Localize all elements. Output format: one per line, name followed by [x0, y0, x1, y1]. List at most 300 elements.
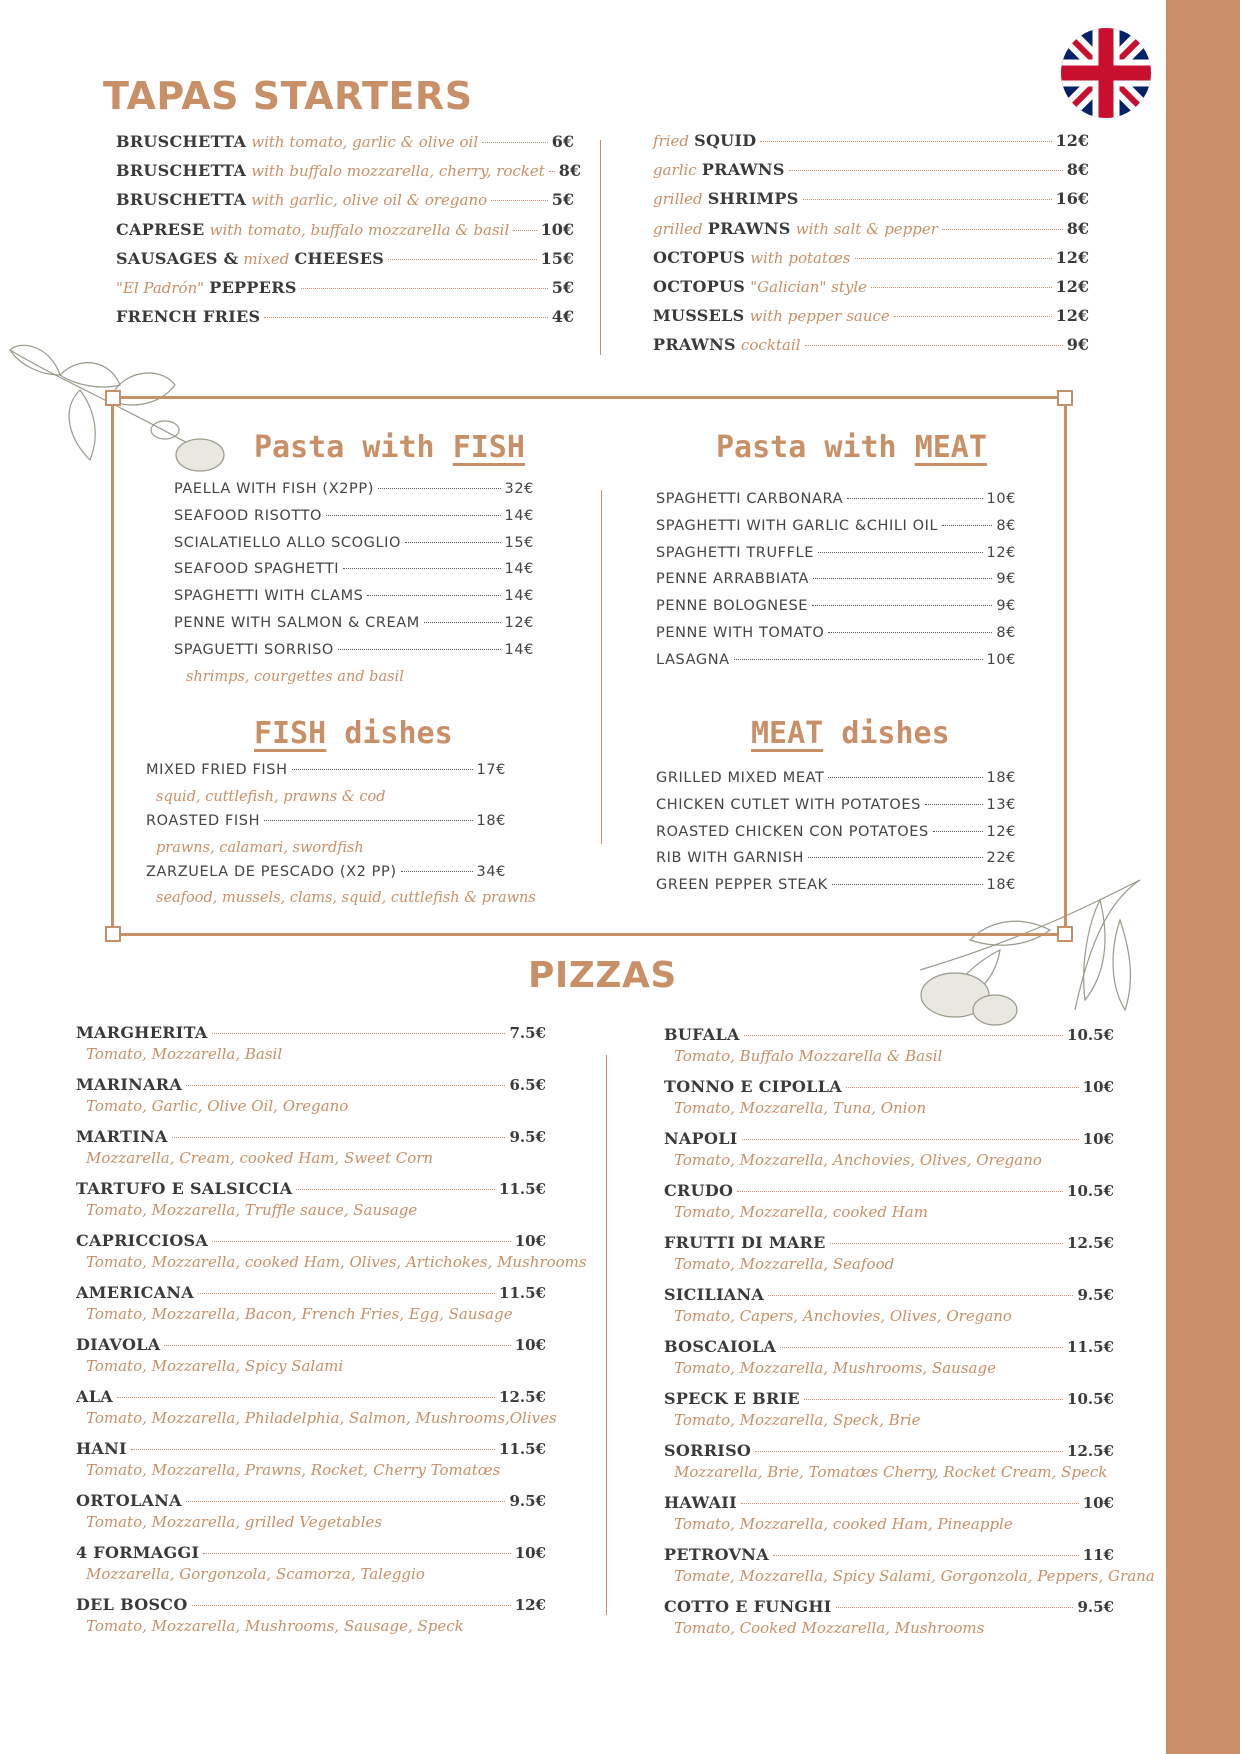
pizza-item[interactable]	[76, 1231, 587, 1283]
pasta-meat-title-a: Pasta with	[716, 430, 897, 465]
menu-item-name: CHICKEN CUTLET WITH POTATOES	[656, 796, 921, 813]
pasta-fish-title-a: Pasta with	[254, 430, 435, 465]
pizza-ingredients: Tomato, Mozzarella, Basil	[86, 1045, 283, 1063]
menu-item[interactable]	[656, 770, 1016, 797]
dot-leader	[942, 525, 992, 526]
tapas-item-price: 12€	[1055, 247, 1089, 267]
menu-item-name: MIXED FRIED FISH	[146, 762, 288, 778]
tapas-item-prefix: grilled	[653, 190, 703, 209]
dot-leader	[192, 1605, 511, 1606]
menu-item-name: RIB WITH GARNISH	[656, 850, 804, 867]
tapas-item-desc: with tomato, garlic & olive oil	[251, 133, 479, 151]
tapas-item[interactable]	[653, 277, 1089, 306]
pizza-item[interactable]	[76, 1179, 546, 1231]
pizza-ingredients: Tomato, Mozzarella, Spicy Salami	[86, 1357, 344, 1375]
tapas-left-list	[116, 132, 582, 336]
tapas-item-title: PRAWNS	[707, 218, 791, 238]
dot-leader	[301, 288, 548, 289]
pizza-item[interactable]	[664, 1129, 1114, 1181]
pizza-row	[76, 1075, 546, 1097]
meat-dishes-title-b: dishes	[841, 716, 950, 751]
menu-item-name: GRILLED MIXED MEAT	[656, 770, 825, 786]
menu-item[interactable]	[146, 813, 506, 840]
pizza-price: 11.5€	[1067, 1338, 1114, 1356]
menu-item-price: 18€	[986, 770, 1016, 786]
menu-item-note: squid, cuttlefish, prawns & cod	[156, 788, 386, 805]
pizza-row	[76, 1439, 546, 1461]
menu-item[interactable]	[656, 545, 1016, 572]
pizza-ingredients: Tomato, Mozzarella, Prawns, Rocket, Cherry Tomatœs	[86, 1461, 501, 1479]
menu-item[interactable]	[656, 824, 1016, 851]
tapas-item-desc: with garlic, olive oil & oregano	[251, 191, 488, 210]
pizza-item[interactable]	[76, 1023, 546, 1075]
pizza-name: HANI	[76, 1439, 127, 1458]
pizza-name: TARTUFO E SALSICCIA	[76, 1179, 293, 1198]
tapas-item-price: 15€	[540, 248, 574, 268]
pizza-item[interactable]	[76, 1075, 546, 1127]
tapas-item-prefix: garlic	[653, 161, 697, 180]
dot-leader	[212, 1241, 511, 1242]
tapas-item-title: BRUSCHETTA	[116, 190, 247, 210]
menu-item-price: 22€	[986, 850, 1016, 867]
dot-leader	[117, 1397, 495, 1398]
menu-item-price: 10€	[986, 651, 1016, 668]
pizza-price: 10€	[1082, 1130, 1114, 1148]
tapas-item-prefix: grilled	[653, 219, 703, 238]
dot-leader	[264, 317, 547, 318]
menu-item-price: 9€	[996, 598, 1016, 615]
pizza-ingredients: Tomate, Mozzarella, Spicy Salami, Gorgonzola, Peppers, Grana	[674, 1567, 1155, 1585]
tapas-item-title: PRAWNS	[653, 335, 736, 355]
tapas-item[interactable]	[653, 306, 1089, 335]
dot-leader	[760, 141, 1051, 142]
dot-leader	[818, 552, 983, 553]
pizza-item[interactable]	[664, 1597, 1114, 1649]
menu-item[interactable]	[174, 535, 534, 562]
menu-item[interactable]	[656, 797, 1016, 824]
menu-item[interactable]	[146, 864, 506, 891]
pizza-item[interactable]	[76, 1491, 546, 1543]
dot-leader	[846, 1087, 1079, 1088]
menu-item-price: 12€	[986, 544, 1016, 561]
pizza-price: 12.5€	[499, 1388, 546, 1406]
dot-leader	[198, 1293, 495, 1294]
pizza-price: 11€	[1082, 1546, 1114, 1564]
pizza-item[interactable]	[664, 1545, 1155, 1597]
pizza-price: 12€	[514, 1596, 546, 1614]
pizza-name: SORRISO	[664, 1441, 752, 1460]
pizza-price: 10.5€	[1067, 1390, 1114, 1408]
pizza-ingredients: Mozzarella, Brie, Tomatœs Cherry, Rocket Cream, Speck	[674, 1463, 1108, 1481]
tapas-item-title: SHRIMPS	[707, 189, 799, 209]
tapas-item-title: OCTOPUS	[653, 247, 746, 267]
pizza-row	[664, 1389, 1114, 1411]
pizza-price: 9.5€	[1077, 1286, 1114, 1304]
menu-item-price: 13€	[986, 796, 1016, 813]
dot-leader	[942, 229, 1063, 230]
tapas-item-title: MUSSELS	[653, 306, 745, 326]
meat-dishes-title-a: MEAT	[751, 716, 824, 751]
pizza-item[interactable]	[76, 1335, 546, 1387]
menu-item[interactable]	[656, 518, 1016, 545]
pizza-item[interactable]	[76, 1127, 546, 1179]
pasta-fish-list	[174, 481, 534, 693]
tapas-item-price: 10€	[540, 219, 574, 239]
dot-leader	[296, 1189, 495, 1190]
pizza-item[interactable]	[664, 1441, 1114, 1493]
pizza-ingredients: Tomato, Mozzarella, cooked Ham, Pineapple	[674, 1515, 1013, 1533]
tapas-item[interactable]	[116, 278, 574, 307]
meat-dishes-title	[751, 716, 950, 751]
tapas-item-price: 8€	[1066, 160, 1089, 180]
dot-leader	[292, 769, 473, 770]
pasta-fish-title	[254, 430, 525, 465]
pizza-item[interactable]	[664, 1285, 1114, 1337]
dot-leader	[855, 258, 1052, 259]
tapas-item-title: BRUSCHETTA	[116, 161, 247, 181]
dot-leader	[836, 1607, 1074, 1608]
dot-leader	[804, 1399, 1063, 1400]
menu-item[interactable]	[656, 652, 1016, 679]
dot-leader	[513, 230, 536, 231]
pizza-price: 11.5€	[499, 1440, 546, 1458]
menu-item-name: SCIALATIELLO ALLO SCOGLIO	[174, 534, 402, 551]
dot-leader	[933, 831, 983, 832]
uk-flag-icon[interactable]	[1061, 28, 1151, 118]
tapas-item-prefix: fried	[653, 132, 689, 150]
dot-leader	[741, 1503, 1079, 1504]
menu-item[interactable]	[656, 598, 1016, 625]
menu-item-name: PENNE BOLOGNESE	[656, 598, 809, 615]
tapas-item-prefix: "El Padrón"	[116, 278, 205, 297]
menu-item[interactable]	[656, 850, 1016, 877]
pizza-price: 10.5€	[1067, 1026, 1114, 1044]
tapas-item[interactable]	[116, 307, 574, 336]
pizza-name: DEL BOSCO	[76, 1595, 188, 1614]
pasta-meat-list	[656, 491, 1016, 679]
tapas-item-desc: "Galician" style	[750, 277, 868, 296]
dot-leader	[401, 871, 473, 872]
tapas-item-title: SAUSAGES &	[116, 248, 239, 268]
tapas-item-price: 12€	[1055, 276, 1089, 296]
pizzas-divider	[606, 1055, 607, 1615]
dot-leader	[737, 1191, 1063, 1192]
pizza-row	[664, 1493, 1114, 1515]
dot-leader	[264, 820, 472, 821]
dot-leader	[367, 595, 500, 596]
dot-leader	[424, 622, 501, 623]
dot-leader	[326, 515, 500, 516]
pizza-item[interactable]	[76, 1283, 546, 1335]
menu-item-name: SPAGHETTI TRUFFLE	[656, 544, 814, 561]
menu-item[interactable]	[174, 642, 534, 669]
pizza-name: BOSCAIOLA	[664, 1337, 777, 1356]
pizza-name: FRUTTI DI MARE	[664, 1233, 826, 1252]
dot-leader	[805, 345, 1063, 346]
pizza-ingredients: Tomato, Mozzarella, cooked Ham, Olives, Artichokes, Mushrooms	[86, 1253, 587, 1271]
pizza-ingredients: Tomato, Mozzarella, Mushrooms, Sausage	[674, 1359, 996, 1377]
dot-leader	[828, 632, 992, 633]
menu-item-name: ZARZUELA DE PESCADO (X2 PP)	[146, 863, 397, 880]
dot-leader	[131, 1449, 495, 1450]
pizza-price: 10.5€	[1067, 1182, 1114, 1200]
pizzas-right-list	[664, 1025, 1155, 1649]
pizza-price: 10€	[1082, 1078, 1114, 1096]
tapas-item-desc: with tomato, buffalo mozzarella & basil	[209, 220, 510, 239]
tapas-item[interactable]	[116, 161, 582, 190]
tapas-item-desc: cocktail	[741, 336, 801, 355]
dot-leader	[482, 142, 548, 143]
tapas-item-price: 5€	[551, 190, 574, 210]
pizza-price: 11.5€	[499, 1284, 546, 1302]
menu-item[interactable]	[656, 571, 1016, 598]
menu-item-note: prawns, calamari, swordfish	[156, 839, 364, 856]
pizza-name: PETROVNA	[664, 1545, 769, 1564]
pizza-row	[76, 1335, 546, 1357]
tapas-item-price: 16€	[1055, 189, 1089, 209]
menu-item[interactable]	[656, 877, 1016, 904]
tapas-item[interactable]	[116, 249, 574, 278]
meat-dishes-list	[656, 770, 1016, 904]
dot-leader	[773, 1555, 1079, 1556]
pizza-ingredients: Tomato, Mozzarella, Mushrooms, Sausage, Speck	[86, 1617, 464, 1635]
menu-item-price: 18€	[476, 812, 506, 829]
dot-leader	[925, 804, 983, 805]
pizza-row	[76, 1387, 546, 1409]
dot-leader	[378, 488, 501, 489]
pizza-item[interactable]	[664, 1337, 1114, 1389]
dot-leader	[172, 1137, 506, 1138]
dot-leader	[828, 777, 982, 778]
pizza-name: TONNO E CIPOLLA	[664, 1077, 842, 1096]
pizzas-left-list	[76, 1023, 587, 1647]
pizza-row	[664, 1181, 1114, 1203]
menu-item[interactable]	[174, 588, 534, 615]
pizza-name: ALA	[76, 1387, 113, 1406]
menu-item[interactable]	[174, 561, 534, 588]
tapas-item-desc: with pepper sauce	[749, 307, 890, 326]
pasta-fish-title-b: FISH	[452, 430, 525, 465]
tapas-item[interactable]	[116, 190, 574, 219]
pizza-row	[664, 1285, 1114, 1307]
pizza-price: 10€	[514, 1336, 546, 1354]
tapas-item-price: 8€	[1066, 218, 1089, 238]
dot-leader	[186, 1085, 505, 1086]
menu-item-price: 12€	[986, 823, 1016, 840]
tapas-item-price: 12€	[1055, 306, 1089, 326]
pizza-item[interactable]	[76, 1387, 557, 1439]
pizza-name: SICILIANA	[664, 1285, 765, 1304]
pizza-name: MARGHERITA	[76, 1023, 208, 1042]
dot-leader	[186, 1501, 506, 1502]
menu-item-price: 14€	[504, 561, 534, 578]
pizza-row	[664, 1441, 1114, 1463]
menu-item[interactable]	[146, 762, 506, 789]
menu-item-note: seafood, mussels, clams, squid, cuttlefish & prawns	[156, 890, 536, 907]
pizza-row	[664, 1129, 1114, 1151]
menu-item-name: GREEN PEPPER STEAK	[656, 877, 828, 894]
pizza-item[interactable]	[664, 1233, 1114, 1285]
menu-item-name: SEAFOOD SPAGHETTI	[174, 561, 340, 578]
menu-item-name: PENNE WITH TOMATO	[656, 624, 825, 641]
pizza-name: SPECK E BRIE	[664, 1389, 800, 1408]
fish-dishes-title-b: dishes	[344, 716, 453, 751]
tapas-item-title: PRAWNS	[701, 160, 785, 180]
dot-leader	[734, 659, 983, 660]
pizza-item[interactable]	[664, 1389, 1114, 1441]
pizza-ingredients: Tomato, Mozzarella, Speck, Brie	[674, 1411, 921, 1429]
dot-leader	[744, 1035, 1063, 1036]
pizza-price: 11.5€	[499, 1180, 546, 1198]
tapas-item-price: 6€	[551, 132, 574, 151]
pizza-name: DIAVOLA	[76, 1335, 161, 1354]
pizza-item[interactable]	[664, 1181, 1114, 1233]
tapas-item-title: BRUSCHETTA	[116, 132, 247, 151]
pizza-row	[664, 1077, 1114, 1099]
menu-item[interactable]	[656, 625, 1016, 652]
menu-item-name: ROASTED FISH	[146, 812, 261, 829]
pizza-row	[76, 1491, 546, 1513]
tapas-item-title: CAPRESE	[116, 219, 205, 239]
pizza-ingredients: Mozzarella, Gorgonzola, Scamorza, Taleggio	[86, 1565, 425, 1583]
dot-leader	[780, 1347, 1063, 1348]
tapas-item[interactable]	[653, 131, 1089, 160]
menu-item-price: 15€	[504, 534, 534, 551]
tapas-divider	[600, 140, 601, 355]
dot-leader	[755, 1451, 1063, 1452]
menu-item-price: 8€	[996, 517, 1016, 534]
menu-item-price: 8€	[996, 624, 1016, 641]
tapas-item[interactable]	[653, 160, 1089, 189]
tapas-item-price: 9€	[1066, 335, 1089, 355]
menu-item[interactable]	[174, 615, 534, 642]
menu-item[interactable]	[656, 491, 1016, 518]
pizza-price: 7.5€	[509, 1024, 546, 1042]
pizza-price: 12.5€	[1067, 1234, 1114, 1252]
pizza-name: BUFALA	[664, 1025, 740, 1044]
pizza-ingredients: Tomato, Mozzarella, Philadelphia, Salmon, Mushrooms,Olives	[86, 1409, 557, 1427]
menu-item-name: PAELLA WITH FISH (X2PP)	[174, 481, 374, 497]
pizza-ingredients: Tomato, Garlic, Olive Oil, Oregano	[86, 1097, 349, 1115]
dot-leader	[203, 1553, 510, 1554]
pizza-row	[664, 1597, 1114, 1619]
pizza-row	[664, 1025, 1114, 1047]
tapas-item-price: 12€	[1055, 131, 1089, 150]
tapas-item-title: SQUID	[694, 131, 757, 150]
menu-item-price: 14€	[504, 641, 534, 658]
pizza-name: CAPRICCIOSA	[76, 1231, 209, 1250]
pizza-row	[76, 1283, 546, 1305]
pizza-price: 12.5€	[1067, 1442, 1114, 1460]
dot-leader	[789, 170, 1063, 171]
tapas-item-title: OCTOPUS	[653, 276, 746, 296]
pizza-item[interactable]	[664, 1077, 1114, 1129]
menu-item-name: PENNE ARRABBIATA	[656, 571, 809, 588]
fish-dishes-title-a: FISH	[254, 716, 327, 751]
tapas-item[interactable]	[653, 248, 1089, 277]
sidebar-stripe	[1166, 0, 1240, 1754]
tapas-right-list	[653, 131, 1089, 365]
dot-leader	[871, 287, 1052, 288]
pizza-ingredients: Tomato, Mozzarella, Anchovies, Olives, Oregano	[674, 1151, 1042, 1169]
menu-item-name: SPAGUETTI SORRISO	[174, 641, 334, 658]
tapas-item-title: FRENCH FRIES	[116, 307, 261, 327]
tapas-item[interactable]	[653, 335, 1089, 364]
dot-leader	[212, 1033, 506, 1034]
dot-leader	[813, 578, 992, 579]
pizza-item[interactable]	[76, 1543, 546, 1595]
pizza-item[interactable]	[664, 1025, 1114, 1077]
pizza-ingredients: Tomato, Mozzarella, Truffle sauce, Sausage	[86, 1201, 418, 1219]
pasta-meat-title	[716, 430, 987, 465]
dot-leader	[549, 171, 555, 172]
tapas-item[interactable]	[116, 132, 574, 161]
pizza-item[interactable]	[76, 1595, 546, 1647]
pizza-price: 9.5€	[509, 1128, 546, 1146]
dot-leader	[812, 605, 992, 606]
tapas-item-desc: with buffalo mozzarella, cherry, rocket	[251, 162, 545, 181]
menu-item-price: 34€	[476, 863, 506, 880]
pizza-row	[76, 1023, 546, 1045]
tapas-item-desc: with salt & pepper	[795, 219, 938, 238]
pasta-meat-title-b: MEAT	[914, 430, 987, 465]
pizza-name: ORTOLANA	[76, 1491, 182, 1510]
pizza-item[interactable]	[664, 1493, 1114, 1545]
pizza-ingredients: Tomato, Mozzarella, Seafood	[674, 1255, 895, 1273]
menu-item-name: SPAGHETTI CARBONARA	[656, 491, 844, 507]
menu-item-price: 10€	[986, 491, 1016, 507]
tapas-item-desc: with potatœs	[750, 248, 851, 267]
dot-leader	[388, 259, 536, 260]
dot-leader	[894, 316, 1052, 317]
pizza-price: 9.5€	[509, 1492, 546, 1510]
pizza-name: HAWAII	[664, 1493, 737, 1512]
pizza-price: 9.5€	[1077, 1598, 1114, 1616]
pizza-name: MARTINA	[76, 1127, 168, 1146]
tapas-item[interactable]	[116, 220, 574, 249]
tapas-item[interactable]	[653, 219, 1089, 248]
dot-leader	[808, 857, 983, 858]
tapas-item-title: CHEESES	[294, 248, 385, 268]
fish-dishes-list	[146, 762, 536, 914]
pizza-row	[664, 1337, 1114, 1359]
pizza-ingredients: Tomato, Capers, Anchovies, Olives, Oregano	[674, 1307, 1012, 1325]
menu-item[interactable]	[174, 508, 534, 535]
pizza-row	[76, 1127, 546, 1149]
pizza-name: AMERICANA	[76, 1283, 194, 1302]
tapas-item[interactable]	[653, 189, 1089, 218]
dot-leader	[405, 542, 501, 543]
pizza-name: MARINARA	[76, 1075, 183, 1094]
pizza-ingredients: Tomato, Buffalo Mozzarella & Basil	[674, 1047, 943, 1065]
menu-item-price: 12€	[504, 614, 534, 631]
pizza-ingredients: Tomato, Mozzarella, grilled Vegetables	[86, 1513, 383, 1531]
pizza-item[interactable]	[76, 1439, 546, 1491]
pizza-price: 6.5€	[509, 1076, 546, 1094]
dot-leader	[847, 498, 982, 499]
menu-item-name: PENNE WITH SALMON & CREAM	[174, 614, 420, 631]
pizza-name: NAPOLI	[664, 1129, 738, 1148]
dot-leader	[832, 884, 983, 885]
pizza-row	[76, 1595, 546, 1617]
tapas-item-price: 5€	[551, 277, 574, 297]
pizza-price: 10€	[514, 1232, 546, 1250]
pizza-name: CRUDO	[664, 1181, 734, 1200]
pizza-row	[76, 1231, 546, 1253]
menu-item-name: ROASTED CHICKEN CON POTATOES	[656, 823, 929, 840]
pizza-ingredients: Tomato, Cooked Mozzarella, Mushrooms	[674, 1619, 985, 1637]
menu-item[interactable]	[174, 481, 534, 508]
